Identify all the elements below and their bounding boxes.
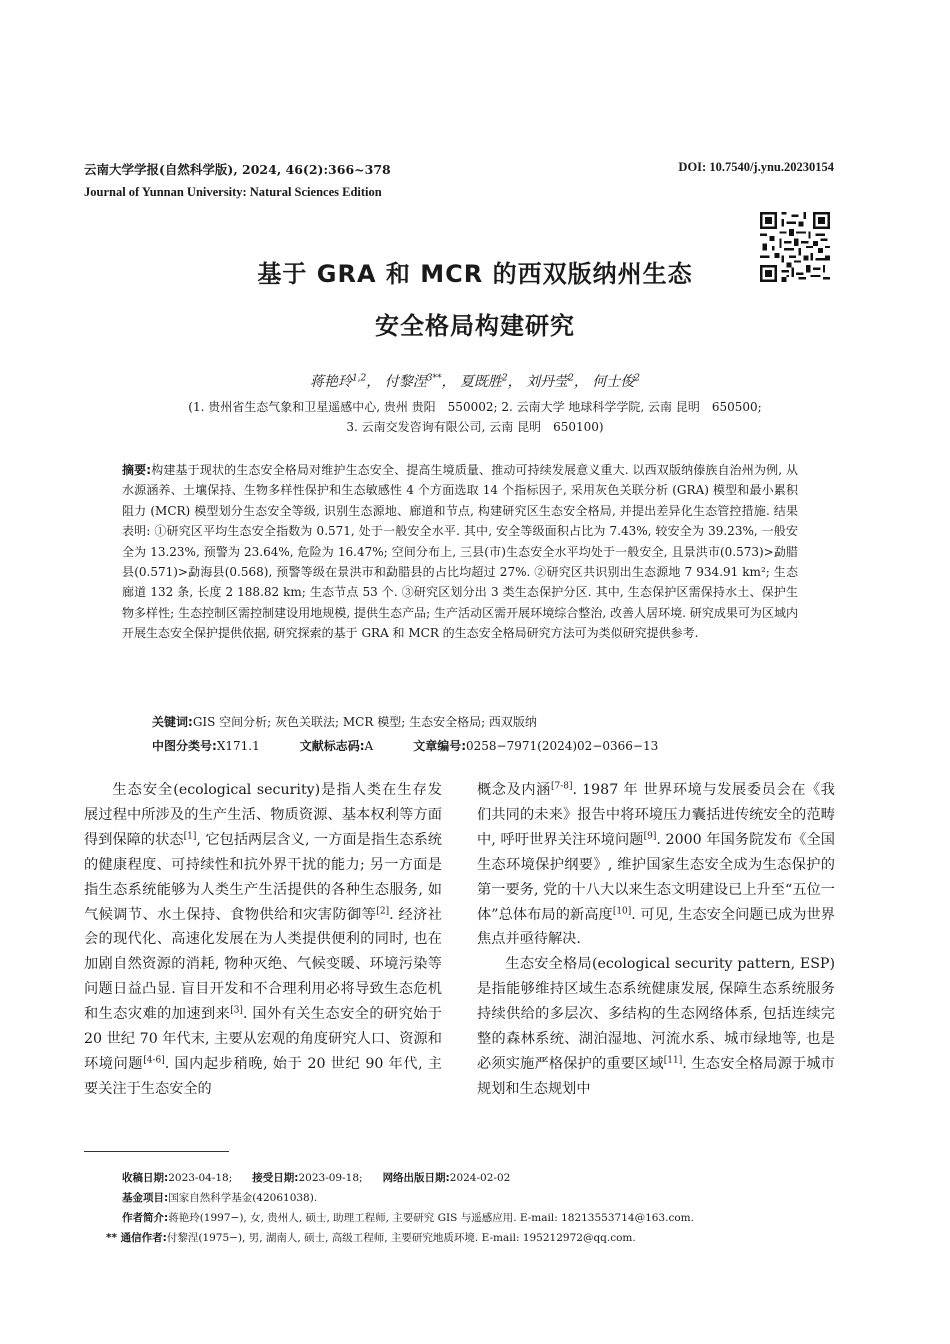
citation-ref: [3]	[230, 1005, 243, 1016]
corresponding-text: 付黎涅(1975−), 男, 湖南人, 硕士, 高级工程师, 主要研究地质环境. E-mail: 195212972@qq.com.	[166, 1232, 636, 1244]
body-text: . 可见, 生态安全问题已成为世界焦点并亟待解决.	[477, 906, 835, 948]
received-label: 收稿日期:	[122, 1172, 169, 1184]
journal-title-en: Journal of Yunnan University: Natural Sciences Edition	[84, 185, 382, 199]
affiliation-line-2: 3. 云南交发咨询有限公司, 云南 昆明 650100)	[346, 420, 604, 434]
clc-number: X171.1	[216, 739, 260, 753]
body-paragraph	[84, 778, 442, 1102]
author-name: 夏既胜	[459, 374, 502, 390]
title-line-2: 安全格局构建研究	[375, 312, 575, 340]
citation-ref: [7-8]	[550, 781, 573, 792]
footnote-corresponding-author	[106, 1230, 636, 1245]
citation-ref: [1]	[183, 831, 197, 842]
body-text: 生态安全格局(ecological security pattern, ESP)是指能够维持区域生态系统健康发展, 保障生态系统服务持续供给的多层次、多结构的生态网络体系, 包括连续完整的森林系统、湖泊湿地、河流水系、城市绿地等, 也是必须实施严格保护的重要区域	[477, 956, 835, 1072]
footnote-fund	[122, 1190, 317, 1205]
author-name: 蒋艳玲	[309, 374, 352, 390]
author-bio-label: 作者简介:	[122, 1212, 169, 1224]
document-code-label: 文献标志码:	[299, 739, 365, 753]
citation-ref: [11]	[663, 1055, 683, 1066]
body-column-right	[477, 778, 835, 1102]
article-number-label: 文章编号:	[413, 739, 467, 753]
keywords-text: GIS 空间分析; 灰色关联法; MCR 模型; 生态安全格局; 西双版纳	[192, 715, 537, 729]
received-date: 2023-04-18;	[168, 1172, 233, 1184]
abstract	[122, 460, 798, 644]
online-label: 网络出版日期:	[382, 1172, 450, 1184]
author-name: 何士俊	[592, 374, 635, 390]
accepted-date: 2023-09-18;	[298, 1172, 363, 1184]
keywords	[152, 713, 537, 730]
citation-ref: [4-6]	[143, 1055, 165, 1066]
author-separator: ，	[441, 374, 456, 390]
body-text: , 它包括两层含义, 一方面是指生态系统的健康程度、可持续性和抗外界干扰的能力; 另一方面是指生态系统能够为人类生产生活提供的各种生态服务, 如气候调节、水土保持、食物供给和灾害防御等	[84, 831, 442, 923]
document-code: A	[364, 739, 374, 753]
body-text: . 生态安全格局源于城市规划和生态规划中	[477, 1055, 835, 1097]
author-name: 付黎涅	[384, 374, 427, 390]
fund-label: 基金项目:	[122, 1192, 169, 1204]
citation-ref: [9]	[643, 831, 657, 842]
body-text: . 2000 年国务院发布《全国生态环境保护纲要》, 维护国家生态安全成为生态保护的第一要务, 党的十八大以来生态文明建设已上升至“五位一体”总体布局的新高度	[477, 831, 835, 923]
affiliation-line-1: (1. 贵州省生态气象和卫星遥感中心, 贵州 贵阳 550002; 2. 云南大学 地球科学学院, 云南 昆明 650500;	[188, 400, 762, 414]
body-text: 概念及内涵	[477, 782, 551, 798]
author-bio-text: 蒋艳玲(1997−), 女, 贵州人, 硕士, 助理工程师, 主要研究 GIS 与遥感应用. E-mail: 18213553714@163.com.	[168, 1212, 694, 1224]
citation-ref: [10]	[612, 905, 632, 916]
article-number: 0258−7971(2024)02−0366−13	[466, 739, 659, 753]
journal-citation-cn: 云南大学学报(自然科学版), 2024, 46(2):366~378	[84, 162, 391, 177]
body-column-left	[84, 778, 442, 1102]
keywords-label: 关键词:	[152, 715, 193, 729]
classification-line	[152, 737, 658, 754]
citation-ref: [2]	[376, 905, 390, 916]
author-list	[0, 371, 950, 391]
body-paragraph	[477, 952, 835, 1101]
body-text: . 经济社会的现代化、高速化发展在为人类提供便利的同时, 也在加剧自然资源的消耗, 物种灭绝、气候变暖、环境污染等问题日益凸显. 盲目开发和不合理利用必将导致生态危机和生态灾难的加速到来	[84, 906, 442, 1023]
body-paragraph	[477, 778, 835, 952]
body-text: . 国内起步稍晚, 始于 20 世纪 90 年代, 主要关注于生态安全的	[84, 1055, 442, 1097]
author-separator: ，	[507, 374, 522, 390]
author-affiliation-mark: 2	[568, 373, 574, 384]
clc-label: 中图分类号:	[152, 739, 217, 753]
author-separator: ，	[366, 374, 381, 390]
footnote-divider	[84, 1151, 229, 1152]
fund-text: 国家自然科学基金(42061038).	[168, 1192, 318, 1204]
accepted-label: 接受日期:	[252, 1172, 299, 1184]
body-text: . 1987 年 世界环境与发展委员会在《我们共同的未来》报告中将环境压力囊括进传统安全的范畴中, 呼吁世界关注环境问题	[477, 782, 835, 848]
online-date: 2024-02-02	[449, 1172, 511, 1184]
author-affiliation-mark: 2	[501, 373, 508, 384]
abstract-label: 摘要:	[122, 463, 152, 477]
body-text: 生态安全(ecological security)是指人类在生存发展过程中所涉及的生产生活、物质资源、基本权利等方面得到保障的状态	[84, 782, 442, 848]
author-affiliation-mark: 1,2	[351, 373, 367, 384]
title-line-1: 基于 GRA 和 MCR 的西双版纳州生态	[257, 260, 693, 288]
author-affiliation-mark: 3**	[426, 373, 442, 384]
author-affiliation-mark: 2	[634, 373, 641, 384]
abstract-text: 构建基于现状的生态安全格局对维护生态安全、提高生境质量、推动可持续发展意义重大. 以西双版纳傣族自治州为例, 从水源涵养、土壤保持、生物多样性保护和生态敏感性 4 个方面选取 14 个指标因子, 采用灰色关联分析 (GRA) 模型和最小累积阻力 (MCR) 模型划分生态安全等级, 识别生态源地、廊道和节点, 构建研究区生态安全格局, 并提出差异化生态管控措施. 结果表明: ①研究区平均生态安全指数为 0.571, 处于一般安全水平. 其中, 安全等级面积占比为 7.43%, 较安全为 39.23%, 一般安全为 13.23%, 预警为 23.64%, 危险为 16.47%; 空间分布上, 三县(市)生态安全水平均处于一般安全, 且景洪市(0.573)>勐腊县(0.571)>勐海县(0.568), 预警等级在景洪市和勐腊县的占比均超过 27%. ②研究区共识别出生态源地 7 934.91 km²; 生态廊道 132 条, 长度 2 188.82 km; 生态节点 53 个. ③研究区划分出 3 类生态保护分区. 其中, 生态保护区需保持水土、保护生物多样性; 生态控制区需控制建设用地规模, 提供生态产品; 生产活动区需开展环境综合整治, 改善人居环境. 研究成果可为区域内开展生态安全保护提供依据, 研究探索的基于 GRA 和 MCR 的生态安全格局研究方法可为类似研究提供参考.	[122, 463, 798, 641]
corresponding-label: ** 通信作者:	[106, 1232, 167, 1244]
author-name: 刘丹莹	[526, 374, 569, 390]
doi: DOI: 10.7540/j.ynu.20230154	[678, 160, 834, 174]
body-text: . 国外有关生态安全的研究始于 20 世纪 70 年代末, 主要从宏观的角度研究人口、资源和环境问题	[84, 1006, 442, 1072]
footnote-author-bio	[122, 1210, 694, 1225]
author-separator: ，	[573, 374, 588, 390]
footnote-dates	[122, 1170, 510, 1185]
